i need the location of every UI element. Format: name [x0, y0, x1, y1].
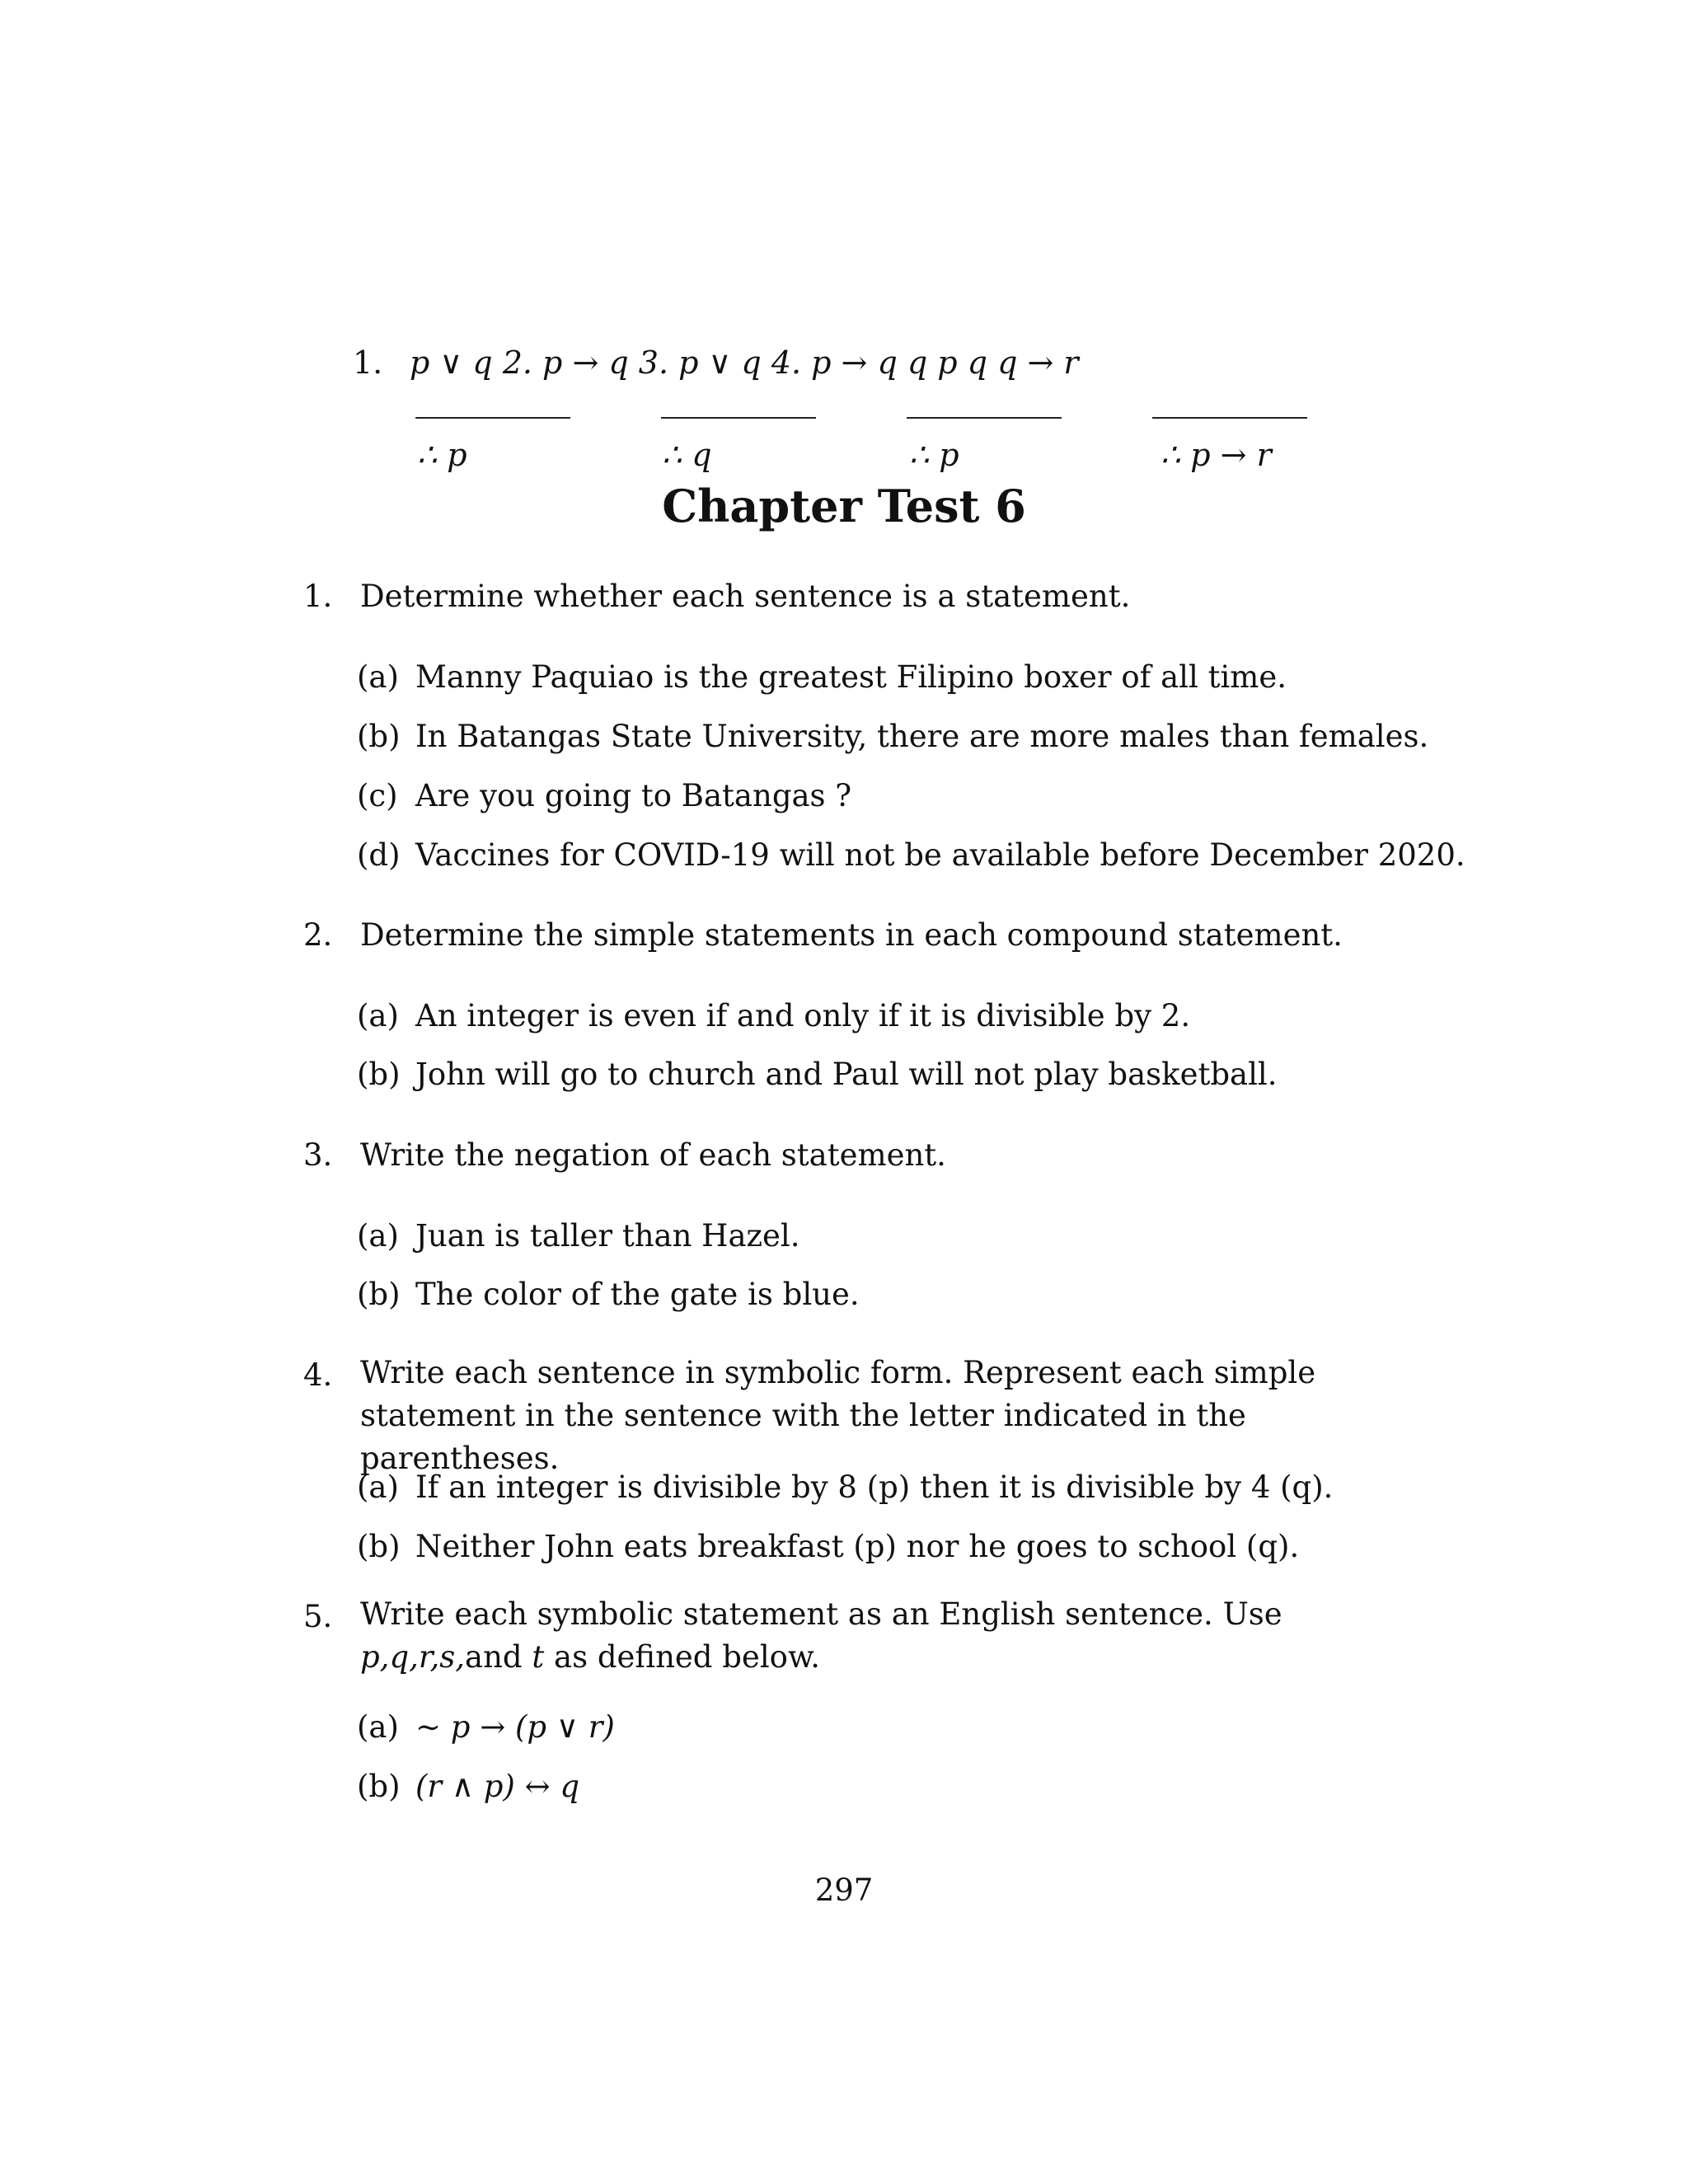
question-5-and: and — [465, 1639, 532, 1675]
question-5-text — [360, 1593, 1390, 1679]
argument-divider-4 — [1152, 417, 1307, 419]
q2-item-a-text: An integer is even if and only if it is divisible by 2. — [415, 998, 1191, 1033]
q5-item-b-label: (b) — [357, 1769, 401, 1804]
argument-divider-3 — [907, 417, 1062, 419]
q2-item-b-text: John will go to church and Paul will not play basketball. — [415, 1057, 1278, 1092]
question-5-text-after: as defined below. — [544, 1639, 820, 1675]
question-3-number: 3. — [303, 1137, 333, 1173]
argument-row-text: p ∨ q 2. p → q 3. p ∨ q 4. p → q q p q q → r — [410, 344, 1079, 381]
q5-item-b-text: (r ∧ p) ↔ q — [415, 1769, 580, 1804]
question-5-var-t: t — [532, 1639, 545, 1675]
q2-item-b-label: (b) — [357, 1057, 401, 1092]
q4-item-a-text: If an integer is divisible by 8 (p) then it is divisible by 4 (q). — [415, 1469, 1334, 1505]
argument-divider-1 — [415, 417, 570, 419]
question-1-number: 1. — [303, 579, 333, 614]
question-3-text: Write the negation of each statement. — [360, 1137, 946, 1173]
q1-item-d-label: (d) — [357, 837, 401, 873]
question-2-text: Determine the simple statements in each compound statement. — [360, 917, 1343, 953]
page-number: 297 — [814, 1872, 874, 1908]
q3-item-b-label: (b) — [357, 1277, 401, 1312]
q1-item-c-text: Are you going to Batangas ? — [415, 778, 852, 813]
conclusion-4: ∴ p → r — [1160, 437, 1272, 473]
chapter-title: Chapter Test 6 — [662, 480, 1026, 532]
argument-row-number: 1. — [353, 344, 383, 381]
q2-item-a-label: (a) — [357, 998, 399, 1033]
question-5-text-before: Write each symbolic statement as an English sentence. Use — [360, 1596, 1282, 1632]
conclusion-1: ∴ p — [417, 437, 467, 473]
q1-item-d-text: Vaccines for COVID-19 will not be available before December 2020. — [415, 837, 1465, 873]
q5-item-a-label: (a) — [357, 1709, 399, 1745]
q4-item-b-label: (b) — [357, 1529, 401, 1564]
q3-item-b-text: The color of the gate is blue. — [415, 1277, 860, 1312]
question-4-number: 4. — [303, 1357, 333, 1393]
q4-item-b-text: Neither John eats breakfast (p) nor he goes to school (q). — [415, 1529, 1300, 1564]
q4-item-a-label: (a) — [357, 1469, 399, 1505]
q1-item-c-label: (c) — [357, 778, 398, 813]
q3-item-a-text: Juan is taller than Hazel. — [415, 1218, 800, 1254]
conclusion-2: ∴ q — [662, 437, 712, 473]
question-5-number: 5. — [303, 1599, 333, 1634]
q1-item-b-label: (b) — [357, 719, 401, 754]
q5-item-a-text: ∼ p → (p ∨ r) — [415, 1709, 615, 1745]
question-5-vars: p,q,r,s, — [360, 1639, 466, 1675]
q3-item-a-label: (a) — [357, 1218, 399, 1254]
question-2-number: 2. — [303, 917, 333, 953]
question-4-text: Write each sentence in symbolic form. Represent each simple statement in the sentence with the letter indicated in the parentheses. — [360, 1355, 1316, 1476]
q1-item-a-label: (a) — [357, 659, 399, 695]
argument-divider-2 — [661, 417, 816, 419]
question-1-text: Determine whether each sentence is a statement. — [360, 579, 1131, 614]
q1-item-b-text: In Batangas State University, there are more males than females. — [415, 719, 1429, 754]
conclusion-3: ∴ p — [909, 437, 959, 473]
q1-item-a-text: Manny Paquiao is the greatest Filipino boxer of all time. — [415, 659, 1287, 695]
